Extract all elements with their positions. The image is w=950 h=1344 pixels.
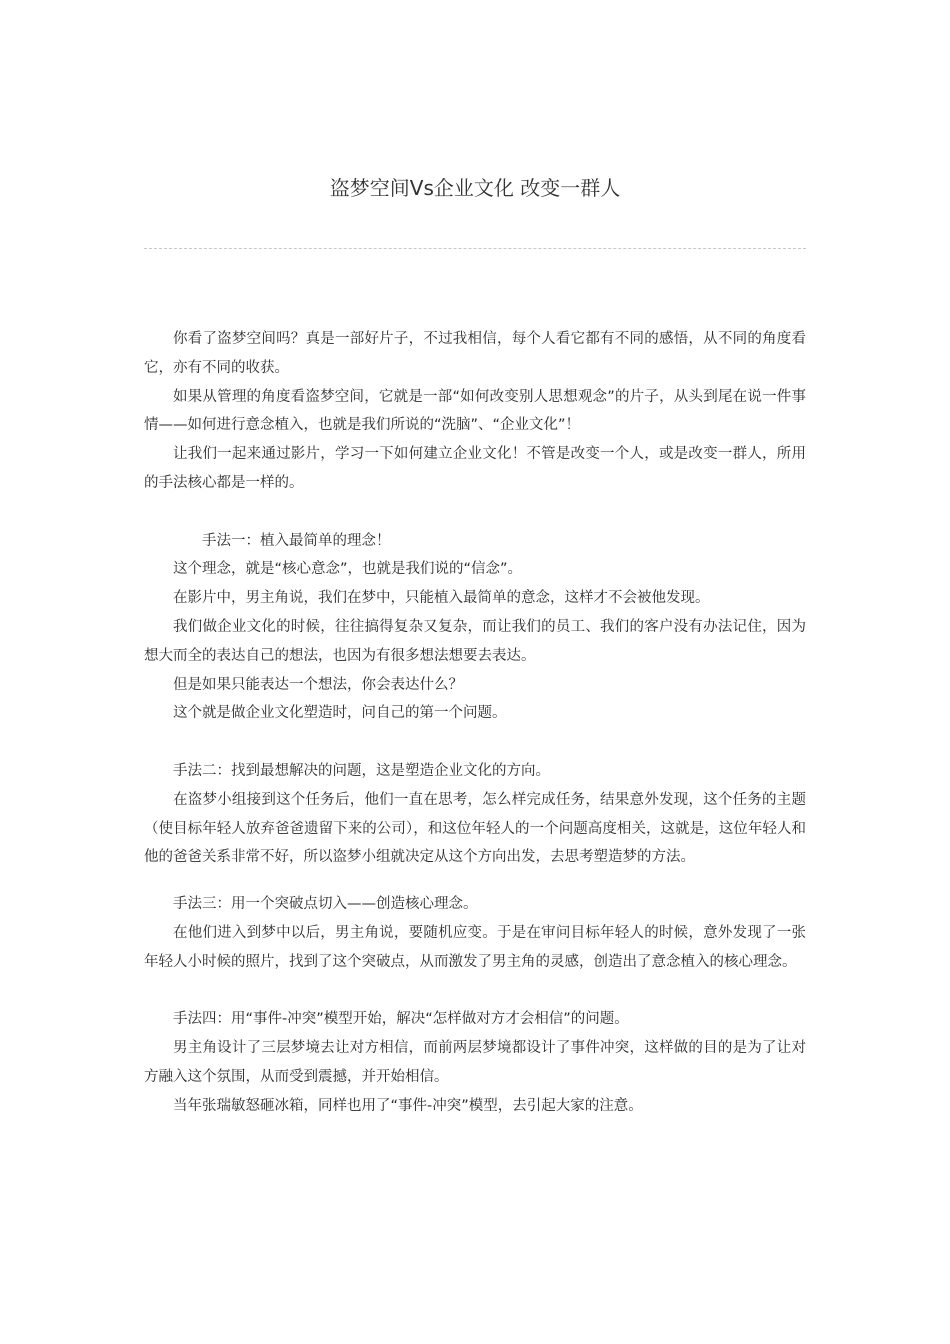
intro-paragraph: 你看了盗梦空间吗？真是一部好片子，不过我相信，每个人看它都有不同的感悟，从不同的角度看它，亦有不同的收获。 — [144, 331, 806, 376]
method1-paragraph: 这个理念，就是“核心意念”，也就是我们说的“信念”。 — [173, 561, 523, 578]
method1-paragraph: 在影片中，男主角说，我们在梦中，只能植入最简单的意念，这样才不会被他发现。 — [173, 590, 710, 607]
intro-paragraph: 如果从管理的角度看盗梦空间，它就是一部“如何改变别人思想观念”的片子，从头到尾在说一件事情——如何进行意念植入，也就是我们所说的“洗脑”、“企业文化”！ — [144, 388, 806, 434]
intro-paragraph: 让我们一起来通过影片，学习一下如何建立企业文化！不管是改变一个人，或是改变一群人，所用的手法核心都是一样的。 — [144, 446, 806, 491]
method3-heading: 手法三：用一个突破点切入——创造核心理念。 — [173, 896, 478, 913]
paragraph-gap — [144, 498, 806, 527]
paragraph-gap — [144, 728, 806, 757]
method1-paragraph: 这个就是做企业文化塑造时，问自己的第一个问题。 — [173, 705, 507, 722]
method1-heading: 手法一：植入最简单的理念！ — [202, 532, 391, 549]
method3-paragraph: 在他们进入到梦中以后，男主角说，要随机应变。于是在审问目标年轻人的时候，意外发现了一张年轻人小时候的照片，找到了这个突破点，从而激发了男主角的灵感，创造出了意念植入的核心理念。 — [144, 924, 806, 970]
paragraph-gap — [144, 977, 806, 1006]
article-body — [144, 325, 806, 1121]
method4-paragraph: 男主角设计了三层梦境去让对方相信，而前两层梦境都设计了事件冲突，这样做的目的是为了让对方融入这个氛围，从而受到震撼，并开始相信。 — [144, 1040, 806, 1085]
method4-paragraph: 当年张瑞敏怒砸冰箱，同样也用了“事件-冲突”模型，去引起大家的注意。 — [173, 1097, 643, 1114]
paragraph-gap — [144, 872, 806, 890]
title-divider — [144, 248, 806, 249]
method1-paragraph: 我们做企业文化的时候，往往搞得复杂又复杂，而让我们的员工、我们的客户没有办法记住，因为想大而全的表达自己的想法，也因为有很多想法想要去表达。 — [144, 618, 806, 664]
method2-heading: 手法二：找到最想解决的问题，这是塑造企业文化的方向。 — [173, 762, 550, 779]
method4-heading: 手法四：用“事件-冲突”模型开始，解决“怎样做对方才会相信”的问题。 — [173, 1011, 629, 1028]
method2-paragraph: 在盗梦小组接到这个任务后，他们一直在思考，怎么样完成任务，结果意外发现，这个任务的主题（使目标年轻人放弃爸爸遗留下来的公司），和这位年轻人的一个问题高度相关，这就是，这位年轻人和他的爸爸关系非常不好，所以盗梦小组就决定从这个方向出发，去思考塑造梦的方法。 — [144, 791, 806, 866]
method1-paragraph: 但是如果只能表达一个想法，你会表达什么？ — [173, 676, 463, 693]
document-title: 盗梦空间Vs企业文化 改变一群人 — [329, 176, 621, 200]
